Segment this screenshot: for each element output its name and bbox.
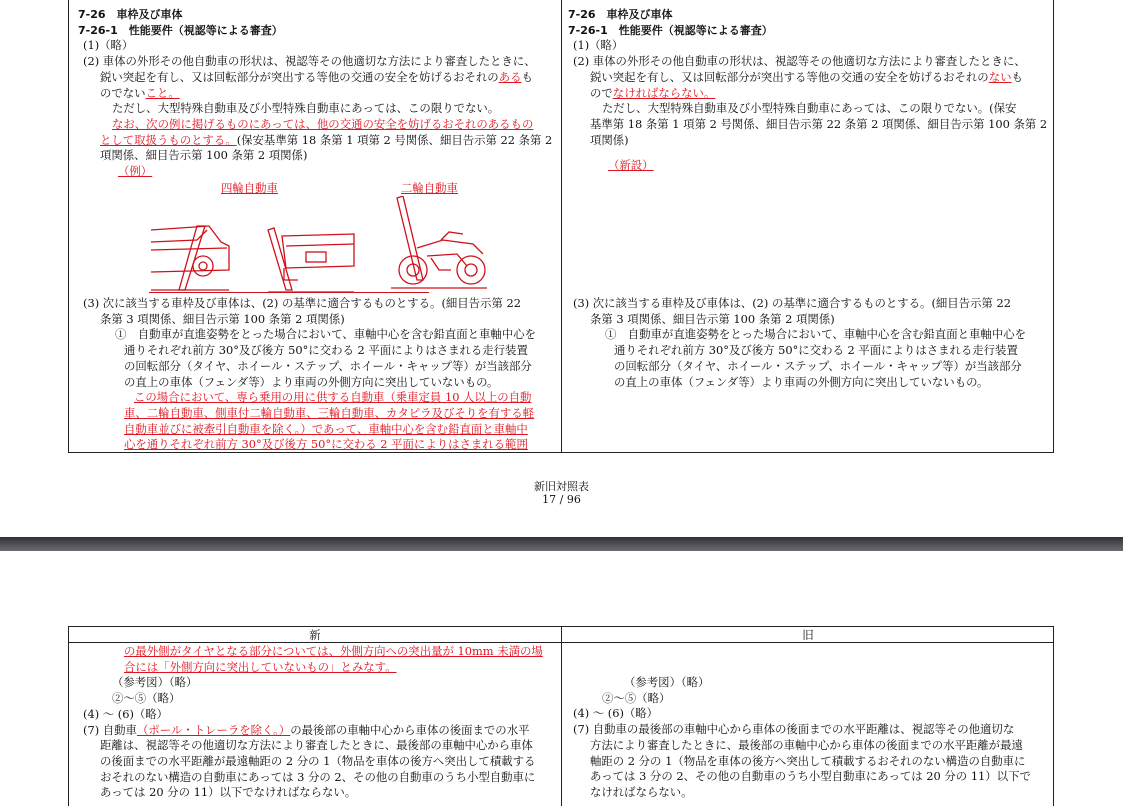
sub-item-1: の回転部分（タイヤ、ホイール・ステップ、ホイール・キャップ等）が当該部分 [124, 358, 532, 373]
changed-text: なければならない [612, 85, 704, 100]
figure-label-four-wheel: 四輪自動車 [221, 181, 278, 195]
new-column-lower [69, 296, 561, 453]
car-rear-illustration [264, 222, 356, 294]
item-7-line: 軸距の 2 分の 1（物品を車体の後方へ突出して積載するおそれのない構造の自動車に [590, 753, 1026, 768]
page-number: 17 / 96 [542, 493, 581, 506]
figure-baseline [149, 292, 429, 293]
item-3-line: (3) 次に該当する車枠及び車体は、(2) の基準に適合するものとする。(細目告示第 22 [573, 296, 1011, 310]
car-side-illustration [149, 220, 231, 292]
changed-text: こと。 [145, 85, 180, 100]
footer-title: 新旧対照表 [534, 480, 589, 493]
item-2-line: 項関係、細目告示第 100 条第 2 項関係) [100, 148, 308, 163]
sub-item-1: ① 自動車が直進姿勢をとった場合において、車軸中心を含む鉛直面と車軸中心を [115, 327, 536, 342]
page-separator [0, 537, 1123, 551]
added-text: この場合において、専ら乗用の用に供する自動車（乗車定員 10 人以上の自動 [134, 390, 532, 405]
proviso-text: ただし、大型特殊自動車及び小型特殊自動車にあっては、この限りでない。(保安 [602, 101, 1017, 116]
changed-text: ある [498, 69, 522, 84]
old-column-lower [562, 296, 1054, 390]
item-3-line: 条第 3 項関係、細目告示第 100 条第 2 項関係) [100, 311, 345, 326]
document-page-18 [0, 551, 1123, 798]
added-text: 自動車並びに被牽引自動車を除く。） [124, 421, 312, 436]
added-text: なお、次の例に掲げるものにあっては、他の交通の安全を妨げるおそれのあるもの [112, 116, 534, 131]
item-3-line: (3) 次に該当する車枠及び車体は、(2) の基準に適合するものとする。(細目告示第 22 [83, 296, 521, 310]
reference-figure: （参考図）（略） [624, 675, 710, 689]
item-2-line: のでないこと。 [100, 85, 180, 100]
sub-items-2-5: ②～⑤（略） [602, 690, 671, 705]
old-column [562, 644, 1054, 806]
item-7-line: (7) 自動車（ポール・トレーラを除く。）の最後部の車軸中心から車体の後面までの水平 [83, 722, 530, 737]
sub-item-1: ① 自動車が直進姿勢をとった場合において、車軸中心を含む鉛直面と車軸中心を [605, 327, 1026, 342]
sub-item-1: の直上の車体（フェンダ等）より車両の外側方向に突出していないもの。 [124, 374, 499, 389]
added-text: 合には「外側方向に突出していないもの」とみなす。 [124, 659, 397, 674]
item-2-line: 鋭い突起を有し、又は回転部分が突出する等他の交通の安全を妨げるおそれのないも [590, 69, 1023, 84]
item-7-line: あっては 20 分の 11）以下でなければならない。 [100, 785, 357, 800]
header-old: 旧 [562, 627, 1054, 643]
item-7-line: おそれのない構造の自動車にあっては 3 分の 2、その他の自動車のうち小型自動車に [100, 769, 536, 784]
section-title: 7-26 車枠及び車体 [78, 8, 183, 21]
comparison-table [68, 626, 1054, 806]
item-7-line: 距離は、視認等その他適切な方法により審査したときに、最後部の車軸中心から車体 [100, 738, 533, 753]
item-2-line: 項関係) [590, 132, 629, 147]
sub-item-1: 通りそれぞれ前方 30°及び後方 50°に交わる 2 平面によりはさまれる走行装置 [614, 343, 1018, 358]
subsection-title: 7-26-1 性能要件（視認等による審査） [568, 23, 773, 37]
item-2-line: として取扱うものとする。(保安基準第 18 条第 1 項第 2 号関係、細目告示第 22 条第 2 [100, 132, 553, 147]
added-text: （ポール・トレーラを除く。） [136, 722, 291, 737]
item-7-line: あっては 3 分の 2、その他の自動車のうち小型自動車にあっては 20 分の 11）以下で [590, 769, 1031, 784]
item-7-line: なければならない。 [590, 784, 693, 799]
sub-items-2-5: ②～⑤（略） [112, 691, 181, 706]
added-text: 心を通りそれぞれ前方 30°及び後方 50°に交わる 2 平面によりはさまれる範囲 [124, 437, 528, 452]
added-text: の最外側がタイヤとなる部分については、外側方向への突出量が 10mm 未満の場 [124, 644, 543, 658]
reference-figure: （参考図）（略） [112, 675, 198, 690]
item-7-line: (7) 自動車の最後部の車軸中心から車体の後面までの水平距離は、視認等その他適切な [573, 722, 1015, 737]
item-2-line: 鋭い突起を有し、又は回転部分が突出する等他の交通の安全を妨げるおそれのあるも [100, 69, 533, 84]
changed-text: ない [988, 69, 1012, 84]
motorcycle-illustration [387, 196, 491, 292]
subsection-title: 7-26-1 性能要件（視認等による審査） [78, 23, 283, 37]
sub-item-1: 通りそれぞれ前方 30°及び後方 50°に交わる 2 平面によりはさまれる走行装置 [124, 343, 528, 358]
item-1: (1)（略） [573, 38, 624, 53]
sub-item-1: の回転部分（タイヤ、ホイール・ステップ、ホイール・キャップ等）が当該部分 [614, 358, 1022, 373]
items-4-6: (4) ～ (6)（略） [573, 706, 659, 721]
new-provision-label: （新設） [608, 158, 654, 173]
item-7-line: の後面までの水平距離が最遠軸距の 2 分の 1（物品を車体の後方へ突出して積載する [100, 753, 536, 768]
section-title: 7-26 車枠及び車体 [568, 8, 673, 21]
item-3-line: 条第 3 項関係、細目告示第 100 条第 2 項関係) [590, 311, 835, 326]
new-column [69, 644, 561, 806]
added-text: 車、二輪自動車、側車付二輪自動車、三輪自動車、カタピラ及びそりを有する軽 [124, 405, 535, 420]
header-new: 新 [69, 627, 561, 643]
sub-item-1: の直上の車体（フェンダ等）より車両の外側方向に突出していないもの。 [614, 374, 989, 389]
item-2-line: (2) 車体の外形その他自動車の形状は、視認等その他適切な方法により審査したときに、 [573, 54, 1026, 69]
item-2-line: (2) 車体の外形その他自動車の形状は、視認等その他適切な方法により審査したときに、 [83, 54, 536, 69]
item-2-line: 基準第 18 条第 1 項第 2 号関係、細目告示第 22 条第 2 項関係、細目告示第 100 条第 2 [590, 116, 1048, 131]
sub-item-1: 自動車並びに被牽引自動車を除く。）であって、車軸中心を含む鉛直面と車軸中 [124, 421, 528, 436]
item-7-line: 方法により審査したときに、最後部の車軸中心から車体の後面までの水平距離が最遠 [590, 737, 1023, 752]
figure-label-two-wheel: 二輪自動車 [401, 181, 458, 195]
example-label: （例） [118, 164, 153, 179]
item-1: (1)（略） [83, 38, 134, 53]
proviso-text: ただし、大型特殊自動車及び小型特殊自動車にあっては、この限りでない。 [112, 101, 500, 116]
items-4-6: (4) ～ (6)（略） [83, 706, 169, 721]
added-text: として取扱うものとする。 [100, 132, 237, 147]
comparison-table [68, 0, 1054, 453]
item-2-line: のでなければならない。 [590, 85, 716, 100]
